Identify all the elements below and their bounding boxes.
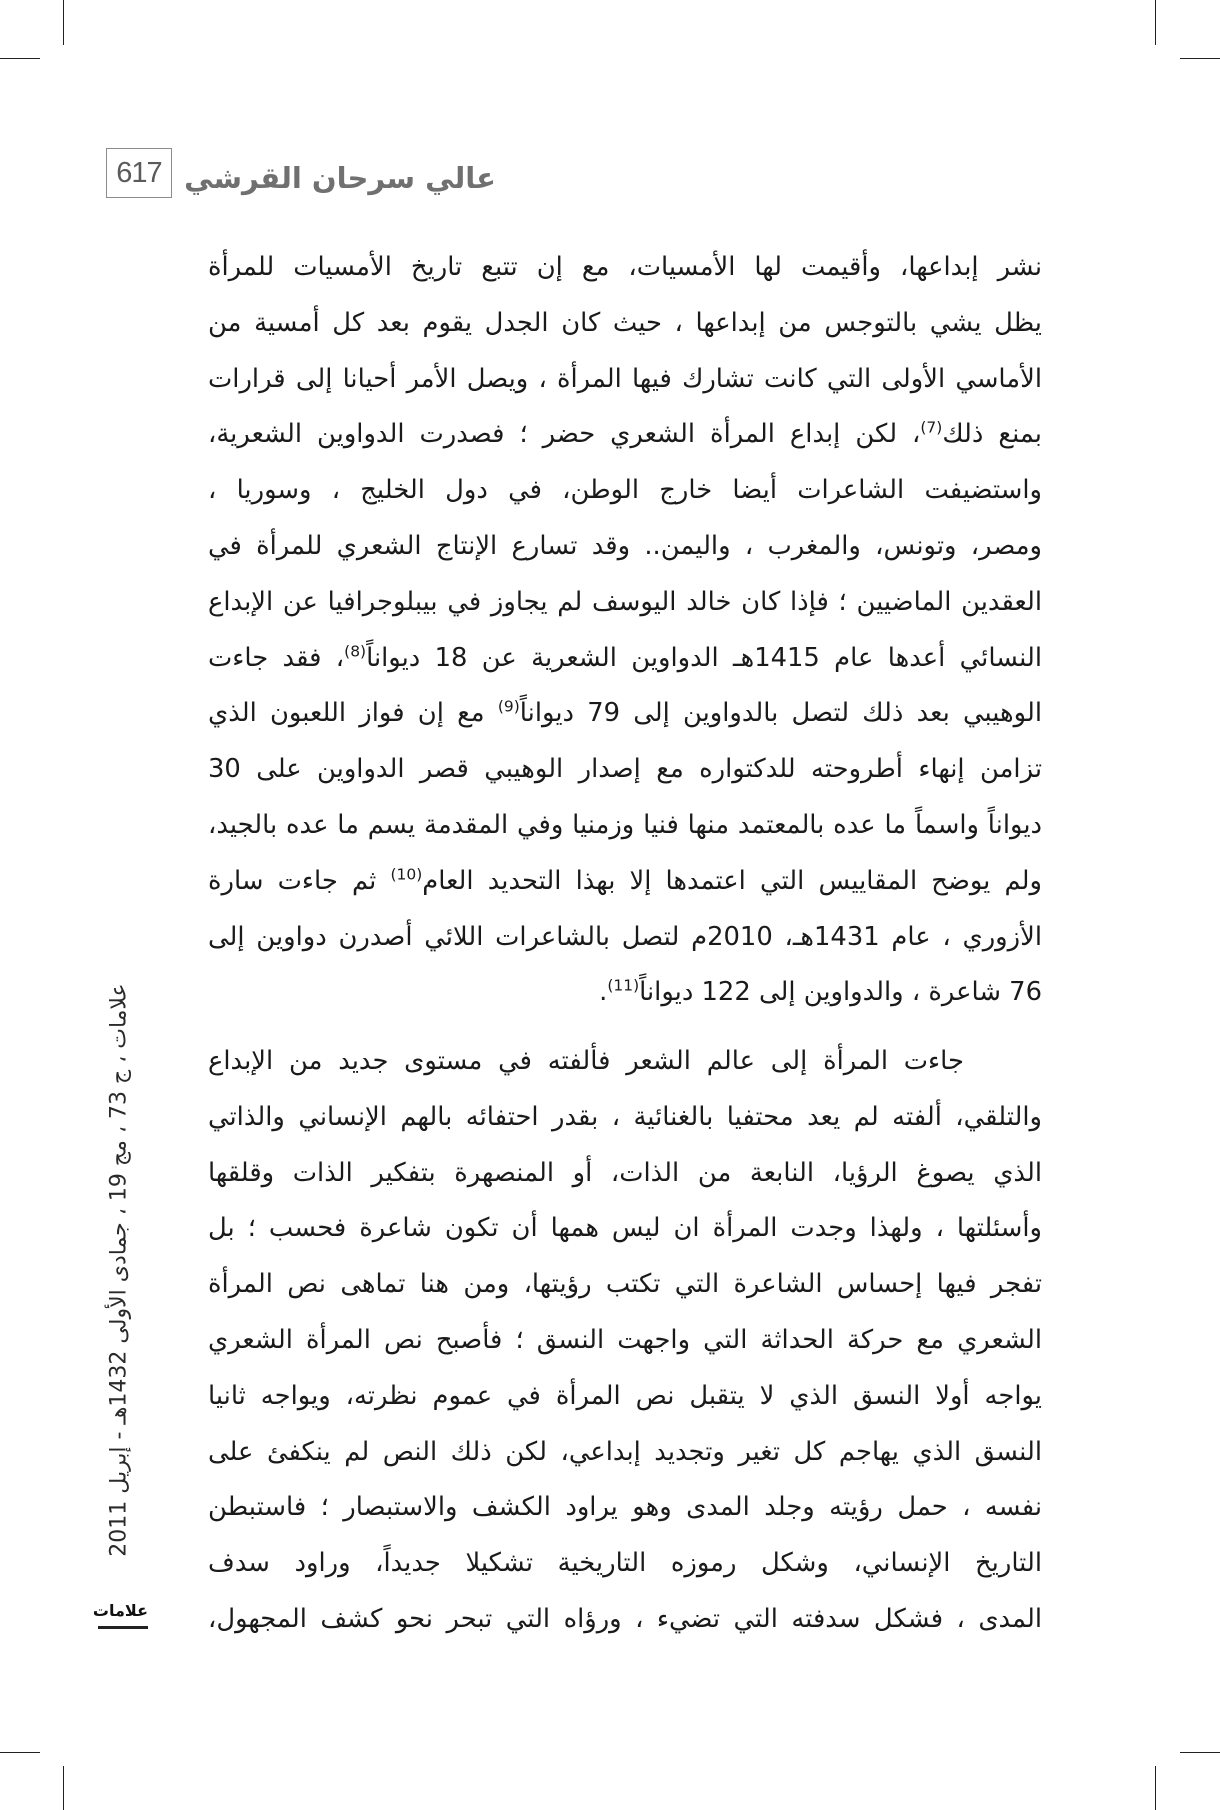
journal-issue-citation: علامات ، ج 73 ، مج 19 ، جمادى الأولى 1432هـ - إبريل 2011: [106, 983, 132, 1557]
text-segment: ، لكن إبداع المرأة الشعري حضر ؛ فصدرت الدواوين الشعرية،: [208, 419, 921, 450]
text-line: [208, 854, 1042, 910]
running-head-author: عالي سرحان القرشي: [184, 161, 496, 195]
footnote-ref: (7): [920, 419, 943, 438]
text-line: الأماسي الأولى التي كانت تشارك فيها المرأة ، ويصل الأمر أحيانا إلى قرارات: [208, 363, 1042, 394]
text-segment: ، فقد جاءت: [208, 642, 345, 673]
crop-mark-bottom-right: [1155, 1766, 1156, 1810]
crop-mark-top-left: [0, 58, 40, 59]
text-segment: 76 شاعرة ، والدواوين إلى 122 ديواناً: [639, 977, 1042, 1008]
text-line: الذي يصوغ الرؤيا، النابعة من الذات، أو المنصهرة بتفكير الذات وقلقها: [208, 1157, 1042, 1188]
paragraph: [208, 240, 1042, 1021]
page-number: 617: [116, 156, 162, 189]
text-segment: بمنع ذلك: [942, 419, 1042, 450]
journal-logo: علامات: [98, 1596, 148, 1629]
footnote-ref: (10): [390, 865, 423, 884]
text-line: ديواناً واسماً ما عده بالمعتمد منها فنيا وزمنيا وفي المقدمة يسم ما عده بالجيد،: [208, 809, 1042, 840]
text-line: تزامن إنهاء أطروحته للدكتواره مع إصدار الوهيبي قصر الدواوين على 30: [208, 754, 1042, 785]
crop-mark-bottom-right: [1180, 1752, 1220, 1753]
text-line: وأسئلتها ، ولهذا وجدت المرأة ان ليس همها أن تكون شاعرة فحسب ؛ بل: [208, 1213, 1042, 1244]
text-segment: الوهيبي بعد ذلك لتصل بالدواوين إلى 79 ديواناً: [519, 698, 1043, 729]
text-line: [208, 686, 1042, 742]
text-segment: النسائي أعدها عام 1415هـ الدواوين الشعرية عن 18 ديواناً: [366, 642, 1042, 673]
text-line: الأزوري ، عام 1431هـ، 2010م لتصل بالشاعرات اللائي أصدرن دواوين إلى: [208, 921, 1042, 952]
page-number-box: [106, 148, 172, 198]
text-line: [208, 631, 1042, 687]
footnote-ref: (8): [344, 642, 367, 661]
text-line: الشعري مع حركة الحداثة التي واجهت النسق ؛ فأصبح نص المرأة الشعري: [208, 1324, 1042, 1355]
text-segment: مع إن فواز اللعبون الذي: [208, 698, 498, 729]
paragraph: [208, 1034, 1042, 1648]
text-line: التاريخ الإنساني، وشكل رموزه التاريخية تشكيلا جديداً، وراود سدف: [208, 1548, 1042, 1579]
text-line: جاءت المرأة إلى عالم الشعر فألفته في مستوى جديد من الإبداع: [208, 1046, 964, 1076]
text-line: المدى ، فشكل سدفته التي تضيء ، ورؤاه التي تبحر نحو كشف المجهول،: [208, 1603, 1042, 1634]
text-segment: .: [599, 977, 608, 1008]
text-line: نفسه ، حمل رؤيته وجلد المدى وهو يراود الكشف والاستبصار ؛ فاستبطن: [208, 1492, 1042, 1523]
text-line: يواجه أولا النسق الذي لا يتقبل نص المرأة في عموم نظرته، ويواجه ثانيا: [208, 1380, 1042, 1411]
text-line: نشر إبداعها، وأقيمت لها الأمسيات، مع إن تتبع تاريخ الأمسيات للمرأة: [208, 252, 1042, 282]
crop-mark-top-right: [1155, 0, 1156, 45]
crop-mark-top-left: [63, 0, 64, 45]
text-line: [208, 965, 1042, 1021]
text-segment: ثم جاءت سارة: [208, 865, 391, 896]
text-line: [208, 407, 1042, 463]
text-line: يظل يشي بالتوجس من إبداعها ، حيث كان الجدل يقوم بعد كل أمسية من: [208, 307, 1042, 338]
crop-mark-top-right: [1180, 58, 1220, 59]
footnote-ref: (9): [497, 698, 520, 717]
text-line: والتلقي، ألفته لم يعد محتفيا بالغنائية ، بقدر احتفائه بالهم الإنساني والذاتي: [208, 1101, 1042, 1132]
text-line: ومصر، وتونس، والمغرب ، واليمن.. وقد تسارع الإنتاج الشعري للمرأة في: [208, 530, 1042, 561]
text-line: تفجر فيها إحساس الشاعرة التي تكتب رؤيتها، ومن هنا تماهى نص المرأة: [208, 1269, 1042, 1300]
crop-mark-bottom-left: [63, 1766, 64, 1810]
crop-mark-bottom-left: [0, 1752, 40, 1753]
footnote-ref: (11): [607, 977, 640, 996]
text-line: النسق الذي يهاجم كل تغير وتجديد إبداعي، لكن ذلك النص لم ينكفئ على: [208, 1436, 1042, 1467]
text-line: واستضيفت الشاعرات أيضا خارج الوطن، في دول الخليج ، وسوريا ،: [208, 475, 1042, 506]
text-line: العقدين الماضيين ؛ فإذا كان خالد اليوسف لم يجاوز في بيبلوجرافيا عن الإبداع: [208, 586, 1042, 617]
text-segment: ولم يوضح المقاييس التي اعتمدها إلا بهذا التحديد العام: [422, 865, 1042, 896]
